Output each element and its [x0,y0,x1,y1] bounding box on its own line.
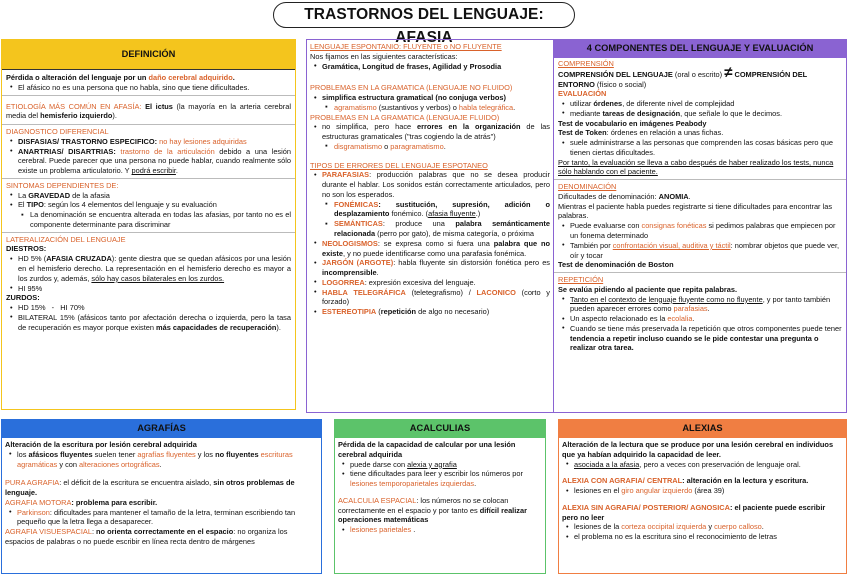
acalculias-header: ACALCULIAS [335,420,545,438]
definicion-header: DEFINICIÓN [2,40,295,70]
comprension-section: COMPRENSIÓN COMPRENSIÓN DEL LENGUAJE (oral o escrito) ≠ COMPRENSIÓN DEL ENTORNO (físico o social) EVALUACIÓN • utilizar órdenes, de diferente nivel de complejidad • mediante tareas de designación, que señale lo que le decimos. Test de vocabulario en imágenes Peabody Test de Token: órdenes en relación a unas fichas. • suele administrarse a las personas que comprenden las cosas básicas pero que tienen ciertas dificultades. Por tanto, la evaluación se lleva a cabo después de haber realizado los tests, nunca sólo hablando con el paciente. [554,58,846,180]
componentes-header: 4 COMPONENTES DEL LENGUAJE Y EVALUACIÓN [554,40,846,58]
repeticion-section: REPETICIÓN Se evalúa pidiendo al paciente que repita palabras. • Tanto en el contexto de lenguaje fluyente como no fluyente, y por tanto también pueden aparecer errores como parafasias. • Un aspecto relacionado es la ecolalia. • Cuando se tiene más preservada la repetición que otros componentes puede tener tendencia a repetir incluso cuando se le pide contestar una pregunta o realizar otra tarea. [554,273,846,355]
problemas-gramatica-no-fluido: PROBLEMAS EN LA GRAMATICA (LENGUAJE NO FLUIDO) • simplifica estructura gramatical (no conjuga verbos) ▪ agramatismo (sustantivos y verbos) o habla telegráfica. [310,83,550,112]
lenguaje-espontaneo-panel [306,39,553,413]
problemas-gramatica-fluido: PROBLEMAS EN LA GRAMATICA (LENGUAJE FLUIDO) • no simplifica, pero hace errores en la organización de las estructuras gramaticales ("tras cogiendo la de atrás") ▪ disgramatismo o paragramatismo. [310,113,550,152]
alexias-content: Alteración de la lectura que se produce por una lesión cerebral en individuos que ya habían adquirido la capacidad de leer. • asociada a la afasia, pero a veces con preservación de lenguaje oral. ALEXIA CON AGRAFIA/ CENTRAL: alteración en la lectura y escritura. • lesiones en el giro angular izquierdo (área 39) ALEXIA SIN AGRAFIA/ POSTERIOR/ AGNOSICA: el paciente puede escribir pero no leer • lesiones de la corteza occipital izquierda y cuerpo calloso. • el problema no es la escritura sino el reconocimiento de letras [559,438,846,544]
diagnostico-section: DIAGNOSTICO DIFERENCIAL • DISFASIAS/ TRASTORNO ESPECIFICO: no hay lesiones adquiridas • ANARTRIAS/ DISARTRIAS: trastorno de la articulación debido a una lesión cerebral. Puede parecer que una persona no puede hablar, cuando realmente sólo existe un problema articulatorio. Y podrá escribir. [2,125,295,179]
agrafias-panel [1,419,322,574]
acalculias-panel [334,419,546,574]
agrafias-header: AGRAFÍAS [2,420,321,438]
lateralizacion-section: LATERALIZACIÓN DEL LENGUAJE DIESTROS: • HD 5% (AFASIA CRUZADA): gente diestra que se quedan afásicos por una lesión en el hemisferio derecho. La representación en el hemisferio derecho es mayor a los zurdos y, además, sólo hay casos bilaterales en los zurdos. • HI 95% ZURDOS: • HD 15% - HI 70% • BILATERAL 15% (afásicos tanto por afectación derecha o izquierda, pero la tasa de recuperación es mayor porque existen más capacidades de recuperación). [2,233,295,335]
sintomas-section: SINTOMAS DEPENDIENTES DE: • La GRAVEDAD de la afasia • El TIPO: según los 4 elementos del lenguaje y su evaluación ▪ La denominación se encuentra alterada en todas las afasias, por tanto no es el componente determinante para discriminar [2,179,295,233]
acalculias-content: Pérdida de la capacidad de calcular por una lesión cerebral adquirida • puede darse con alexia y agrafia • tiene dificultades para leer y escribir los números por lesiones temporoparietales izquierdas. ACALCULIA ESPACIAL: los números no se colocan correctamente en el espacio y por tanto es difícil realizar operaciones matemáticas • lesiones parietales . [335,438,545,537]
agrafias-content: Alteración de la escritura por lesión cerebral adquirida • los afásicos fluyentes suelen tener agrafías fluyentes y los no fluyentes escrituras agramáticas y con alteraciones ortográficas. PURA AGRAFIA: el déficit de la escritura se encuentra aislado, sin otros problemas de lenguaje. AGRAFIA MOTORA: problema para escribir. • Parkinson: dificultades para mantener el tamaño de la letra, terminan escribiendo tan pequeño que la letra llega a desaparecer. AGRAFIA VISUESPACIAL: no orienta correctamente en el espacio: no organiza los espacios de palabras o no puede escribir en línea recta dentro de márgenes [2,438,321,549]
tipos-errores-section: TIPOS DE ERRORES DEL LENGUAJE ESPOTANEO • PARAFASIAS: producción palabras que no se desea producir durante el hablar. Los sonidos están correctamente articulados, pero no son los esperados. ▪ FONÉMICAS: sustitución, supresión, adición o desplazamiento fonémico. (afasia fluyente.) ▪ SEMÁNTICAS: produce una palabra semánticamente relacionada (perro por gato), de misma categoría, o próxima • NEOLOGISMOS: se expresa como si fuera una palabra que no existe, y no puede identificarse como una parafasia fonémica. • JARGÓN (ARGOTE): habla fluyente sin distorsión fonética pero es incomprensible. • LOGORREA: expresión excesiva del lenguaje. • HABLA TELEGRÁFICA (teletegrafismo) / LACONICO (corto y forzado) • ESTEREOTIPIA (repetición de algo no necesario) [310,161,550,317]
lenguaje-espontaneo-section: LENGUAJE ESPONTANIO: FLUYENTE o NO FLUYENTE Nos fijamos en las siguientes características: • Gramática, Longitud de frases, Agilidad y Prosodia [310,42,550,71]
page-title: TRASTORNOS DEL LENGUAJE: AFASIA [273,2,575,28]
definicion-panel [1,39,296,410]
componentes-panel [553,39,847,413]
alexias-panel [558,419,847,574]
denominacion-section: DENOMINACIÓN Dificultades de denominación: ANOMIA. Mientras el paciente habla puedes registrarte si tiene dificultades para encontrar las palabras. • Puede evaluarse con consignas fonéticas si pedimos palabras que empiecen por un fonema determinado • También por confrontación visual, auditiva y táctil: nombrar objetos que puede ver, oír y tocar Test de denominación de Boston [554,180,846,273]
definicion-section: Pérdida o alteración del lenguaje por un daño cerebral adquirido. • El afásico no es una persona que no habla, sino que tiene dificultades. [2,70,295,96]
alexias-header: ALEXIAS [559,420,846,438]
etiologia-section: ETIOLOGÍA MÁS COMÚN EN AFASÍA: El ictus (la mayoría en la arteria cerebral media del hemisferio izquierdo). [2,96,295,126]
